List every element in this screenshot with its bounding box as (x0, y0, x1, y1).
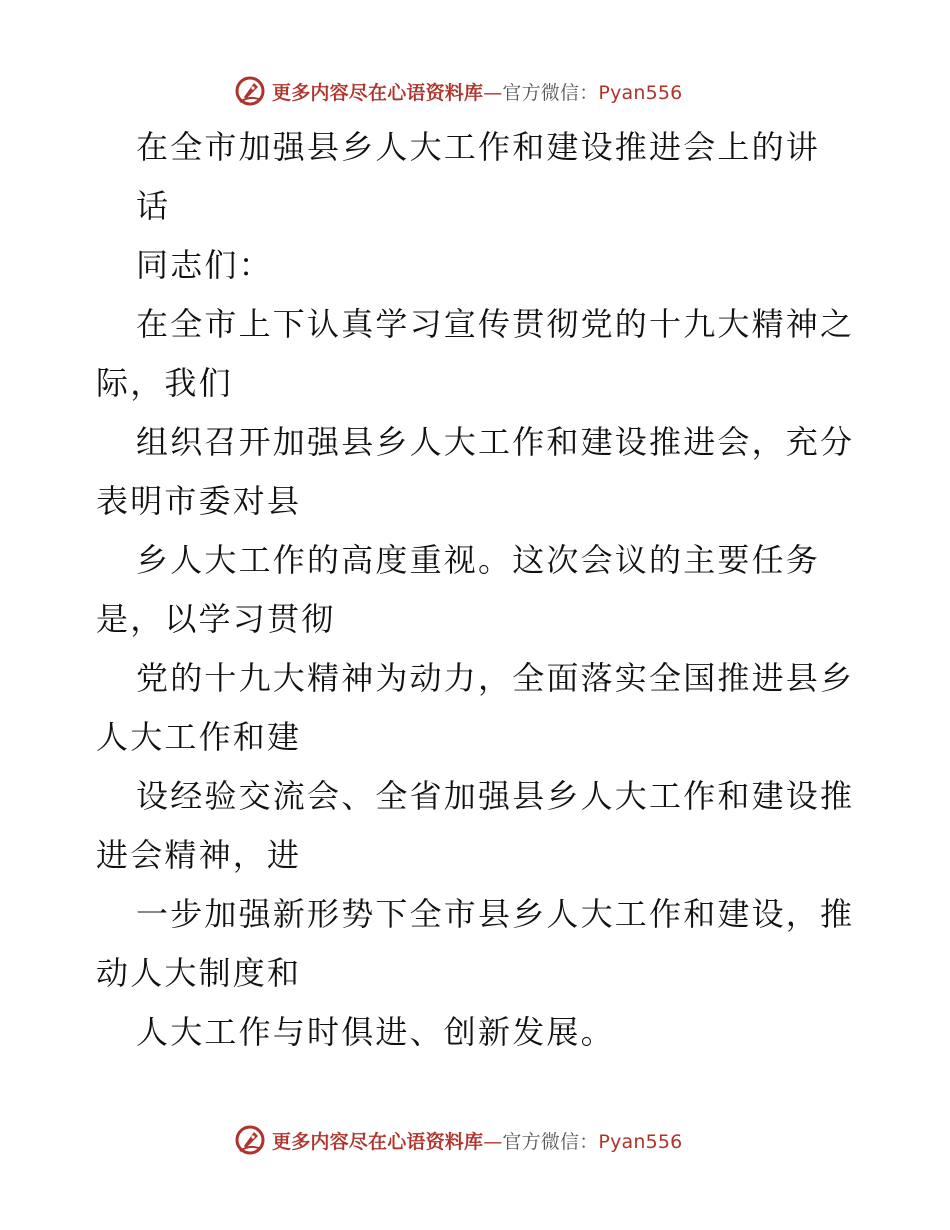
paragraph-line: 党的十九大精神为动力，全面落实全国推进县乡 (136, 659, 855, 697)
pen-nib-logo-icon (234, 1124, 266, 1156)
paragraph-line: 在全市上下认真学习宣传贯彻党的十九大精神之 (136, 305, 855, 343)
header-wechat-id: Pyan556 (598, 81, 683, 104)
header-watermark (234, 74, 682, 108)
paragraph-line: 一步加强新形势下全市县乡人大工作和建设，推 (136, 895, 855, 933)
paragraph-line: 设经验交流会、全省加强县乡人大工作和建设推 (136, 777, 855, 815)
footer-dash: — (483, 1130, 503, 1153)
paragraph-line: 进会精神，进 (96, 836, 302, 874)
paragraph-line: 乡人大工作的高度重视。这次会议的主要任务 (136, 541, 821, 579)
paragraph-line: 是，以学习贯彻 (96, 600, 336, 638)
header-watermark-text (272, 78, 682, 105)
header-watermark-cn: 更多内容尽在心语资料库 (272, 81, 484, 104)
footer-wechat-label: 官方微信： (502, 1130, 599, 1153)
paragraph-line: 人大工作和建 (96, 718, 302, 756)
paragraph-line: 表明市委对县 (96, 482, 302, 520)
footer-watermark (234, 1123, 682, 1157)
title-line-1: 在全市加强县乡人大工作和建设推进会上的讲 (136, 128, 821, 166)
footer-watermark-cn: 更多内容尽在心语资料库 (272, 1130, 484, 1153)
paragraph-line: 动人大制度和 (96, 954, 302, 992)
header-wechat-label: 官方微信： (502, 81, 599, 104)
title-line-2: 话 (136, 187, 171, 225)
footer-watermark-text (272, 1127, 682, 1154)
pen-nib-logo-icon (234, 75, 266, 107)
footer-wechat-id: Pyan556 (598, 1130, 683, 1153)
paragraph-line: 组织召开加强县乡人大工作和建设推进会，充分 (136, 423, 855, 461)
header-dash: — (483, 81, 503, 104)
salutation: 同志们： (136, 246, 273, 284)
paragraph-line: 人大工作与时俱进、创新发展。 (136, 1013, 615, 1051)
paragraph-line: 际，我们 (96, 364, 233, 402)
